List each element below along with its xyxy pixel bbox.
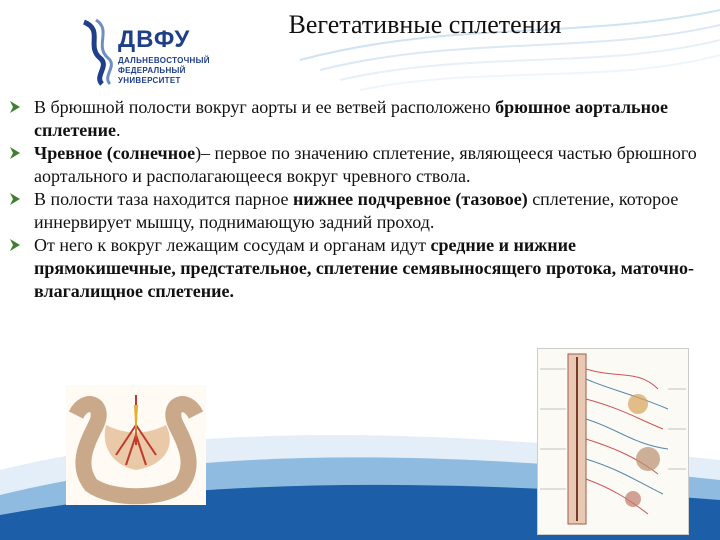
arrow-bullet-icon xyxy=(8,238,22,252)
logo-line-1: ДАЛЬНЕВОСТОЧНЫЙ xyxy=(118,56,210,65)
bullet-text: сплетение, которое иннервирует мышцу, поднимающую задний проход. xyxy=(34,189,679,232)
bullet-list xyxy=(8,96,714,303)
bullet-item xyxy=(8,188,714,234)
bullet-bold-text: Чревное (солнечное xyxy=(34,143,196,163)
bullet-item xyxy=(8,96,714,142)
bullet-item xyxy=(8,234,714,303)
slide-title xyxy=(0,10,720,40)
arrow-bullet-icon xyxy=(8,146,22,160)
nervous-system-diagram xyxy=(537,348,689,535)
slide-title-text: Вегетативные сплетения xyxy=(288,10,562,39)
bullet-bold-text: средние и нижние прямокишечные, предстательное, сплетение семявыносящего протока, маточно-влагалищное сплетение. xyxy=(34,235,694,301)
arrow-bullet-icon xyxy=(8,100,22,114)
intestine-illustration xyxy=(66,385,206,505)
bullet-text: В брюшной полости вокруг аорты и ее ветвей расположено xyxy=(34,97,496,117)
bullet-text: В полости таза находится парное xyxy=(34,189,294,209)
logo-line-2: ФЕДЕРАЛЬНЫЙ xyxy=(118,66,186,75)
bullet-bold-text: нижнее подчревное (тазовое) xyxy=(293,189,528,209)
bullet-item xyxy=(8,142,714,188)
logo-name: ДВФУ xyxy=(118,26,191,53)
bullet-text: От него к вокруг лежащим сосудам и органам идут xyxy=(34,235,431,255)
arrow-bullet-icon xyxy=(8,192,22,206)
bullet-text: . xyxy=(116,120,121,140)
bullet-bold-text: брюшное аортальное сплетение xyxy=(34,97,668,140)
logo-line-3: УНИВЕРСИТЕТ xyxy=(118,76,181,85)
bullet-text: )– первое по значению сплетение, являющееся частью брюшного аортального и располагающееся вокруг чревного ствола. xyxy=(34,143,697,186)
